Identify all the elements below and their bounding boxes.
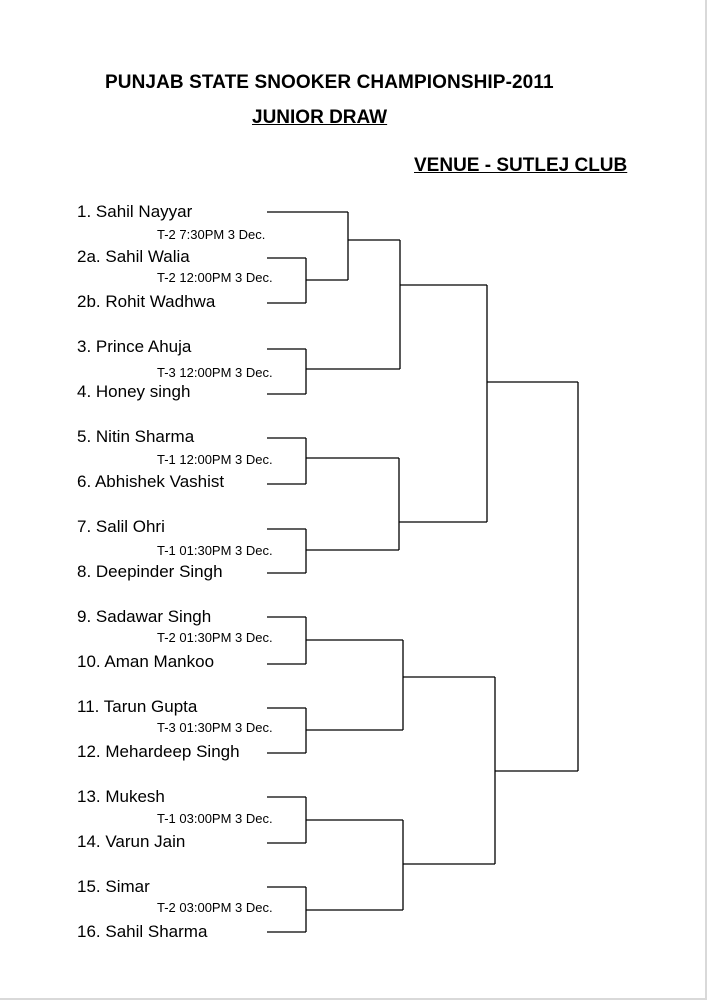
player-12: 12. Mehardeep Singh <box>77 742 240 761</box>
player-16: 16. Sahil Sharma <box>77 922 208 941</box>
match-schedule-8: T-1 03:00PM 3 Dec. <box>157 811 273 826</box>
match-schedule-1: T-2 7:30PM 3 Dec. <box>157 227 266 242</box>
player-14: 14. Varun Jain <box>77 832 186 851</box>
player-2b: 2b. Rohit Wadhwa <box>77 292 216 311</box>
player-2a: 2a. Sahil Walia <box>77 247 190 266</box>
match-schedule-9: T-2 03:00PM 3 Dec. <box>157 900 273 915</box>
draw-subtitle: JUNIOR DRAW <box>252 107 388 128</box>
match-schedule-2: T-2 12:00PM 3 Dec. <box>157 270 273 285</box>
player-13: 13. Mukesh <box>77 787 165 806</box>
match-schedule-4: T-1 12:00PM 3 Dec. <box>157 452 273 467</box>
player-5: 5. Nitin Sharma <box>77 427 195 446</box>
match-schedule-3: T-3 12:00PM 3 Dec. <box>157 365 273 380</box>
match-schedule-6: T-2 01:30PM 3 Dec. <box>157 630 273 645</box>
player-15: 15. Simar <box>77 877 150 896</box>
player-9: 9. Sadawar Singh <box>77 607 212 626</box>
player-1: 1. Sahil Nayyar <box>77 202 193 221</box>
venue-label: VENUE - SUTLEJ CLUB <box>414 155 628 176</box>
player-7: 7. Salil Ohri <box>77 517 165 536</box>
player-3: 3. Prince Ahuja <box>77 337 192 356</box>
player-6: 6. Abhishek Vashist <box>77 472 225 491</box>
player-10: 10. Aman Mankoo <box>77 652 215 671</box>
player-11: 11. Tarun Gupta <box>77 697 198 716</box>
match-schedule-5: T-1 01:30PM 3 Dec. <box>157 543 273 558</box>
player-8: 8. Deepinder Singh <box>77 562 223 581</box>
player-4: 4. Honey singh <box>77 382 191 401</box>
page-title: PUNJAB STATE SNOOKER CHAMPIONSHIP-2011 <box>105 72 554 93</box>
match-schedule-7: T-3 01:30PM 3 Dec. <box>157 720 273 735</box>
